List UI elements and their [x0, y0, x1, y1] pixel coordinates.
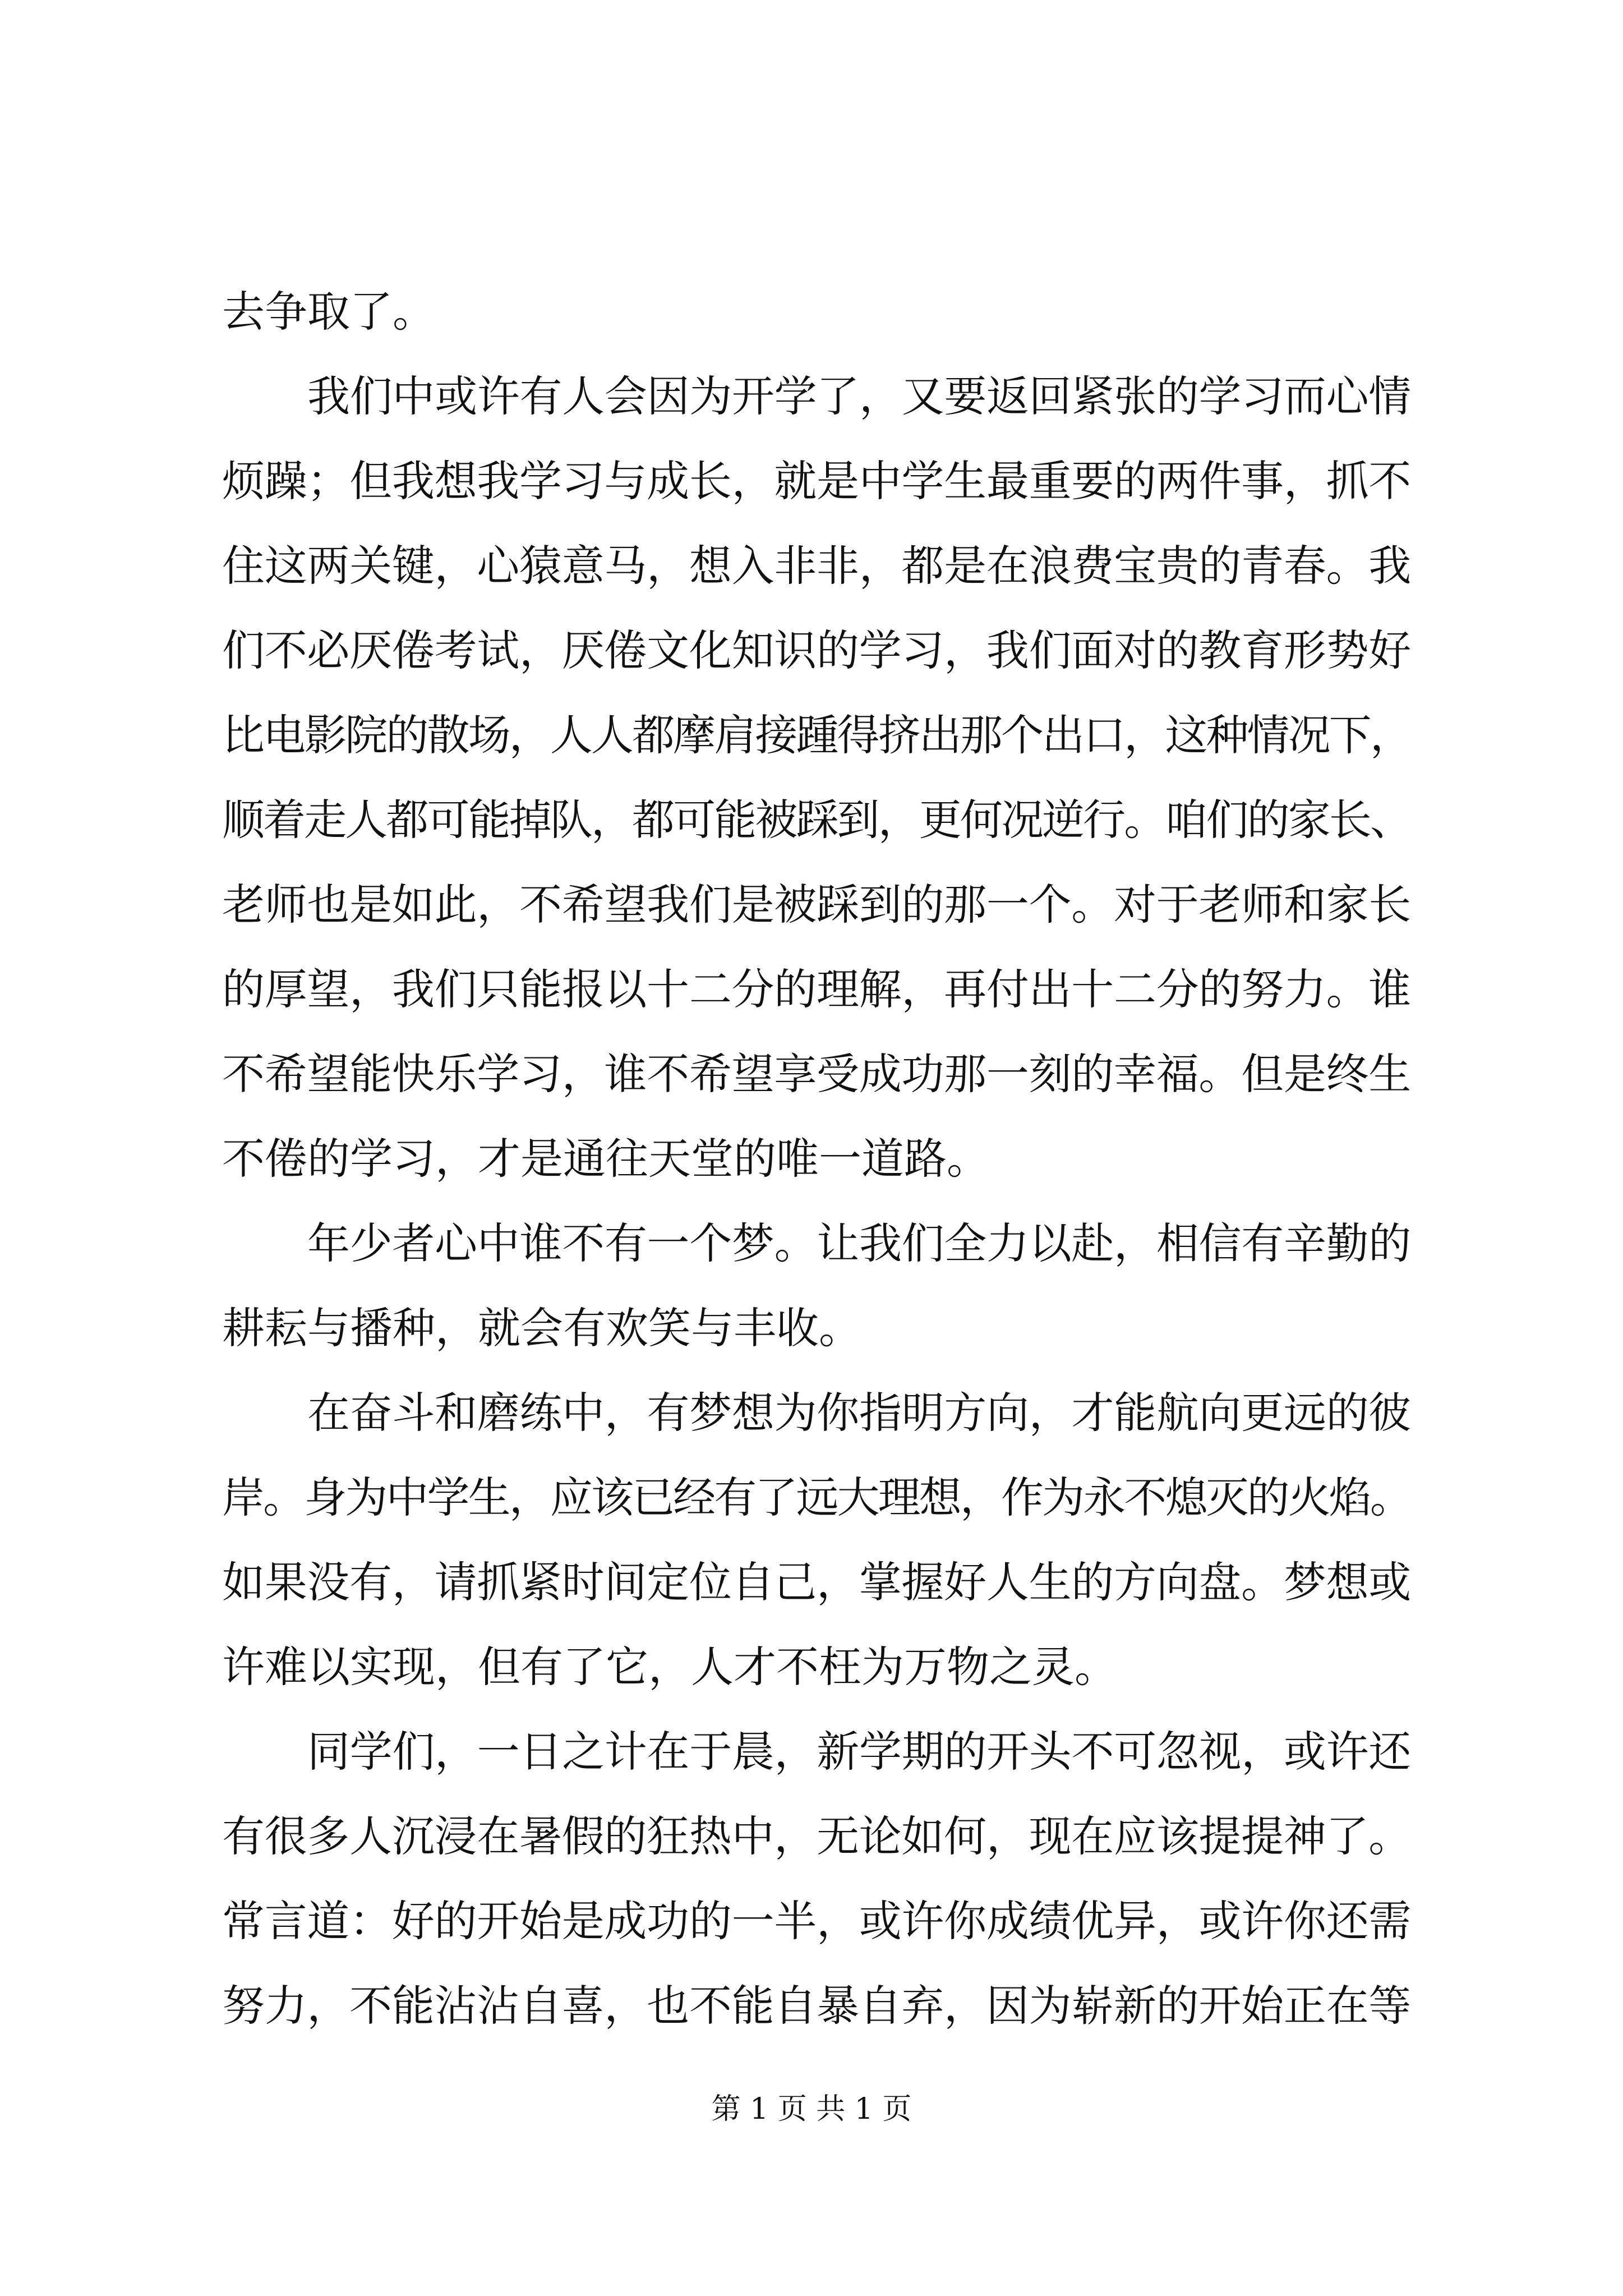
- text-line: 同学们，一日之计在于晨，新学期的开头不可忽视，或许还: [307, 1727, 1411, 1777]
- text-line: 年少者心中谁不有一个梦。让我们全力以赴，相信有辛勤的: [307, 1218, 1411, 1268]
- text-line: 顺着走人都可能掉队，都可能被踩到，更何况逆行。咱们的家长、: [222, 795, 1411, 845]
- document-body: [222, 269, 1411, 2048]
- text-line: 许难以实现，但有了它，人才不枉为万物之灵。: [222, 1642, 1117, 1692]
- text-line: 比电影院的散场，人人都摩肩接踵得挤出那个出口，这种情况下，: [222, 710, 1411, 760]
- text-line: 我们中或许有人会因为开学了，又要返回紧张的学习而心情: [307, 371, 1411, 421]
- text-line: 有很多人沉浸在暑假的狂热中，无论如何，现在应该提提神了。: [222, 1811, 1411, 1861]
- text-line: 不希望能快乐学习，谁不希望享受成功那一刻的幸福。但是终生: [222, 1049, 1411, 1099]
- text-line: 努力，不能沾沾自喜，也不能自暴自弃，因为崭新的开始正在等: [222, 1981, 1411, 2031]
- text-line: 岸。身为中学生，应该已经有了远大理想，作为永不熄灭的火焰。: [222, 1473, 1411, 1522]
- text-line: 不倦的学习，才是通往天堂的唯一道路。: [222, 1134, 989, 1184]
- text-line: 住这两关键，心猿意马，想入非非，都是在浪费宝贵的青春。我: [222, 541, 1411, 591]
- text-line: 在奋斗和磨练中，有梦想为你指明方向，才能航向更远的彼: [307, 1388, 1411, 1438]
- text-line: 的厚望，我们只能报以十二分的理解，再付出十二分的努力。谁: [222, 964, 1411, 1014]
- page-footer: 第 1 页 共 1 页: [711, 2092, 912, 2126]
- text-line: 常言道：好的开始是成功的一半，或许你成绩优异，或许你还需: [222, 1896, 1411, 1946]
- text-line: 们不必厌倦考试，厌倦文化知识的学习，我们面对的教育形势好: [222, 625, 1411, 675]
- text-line: 去争取了。: [222, 287, 435, 337]
- text-line: 耕耘与播种，就会有欢笑与丰收。: [222, 1303, 861, 1353]
- text-line: 老师也是如此，不希望我们是被踩到的那一个。对于老师和家长: [222, 880, 1411, 930]
- text-line: 烦躁；但我想我学习与成长，就是中学生最重要的两件事，抓不: [222, 456, 1411, 506]
- text-line: 如果没有，请抓紧时间定位自己，掌握好人生的方向盘。梦想或: [222, 1557, 1411, 1607]
